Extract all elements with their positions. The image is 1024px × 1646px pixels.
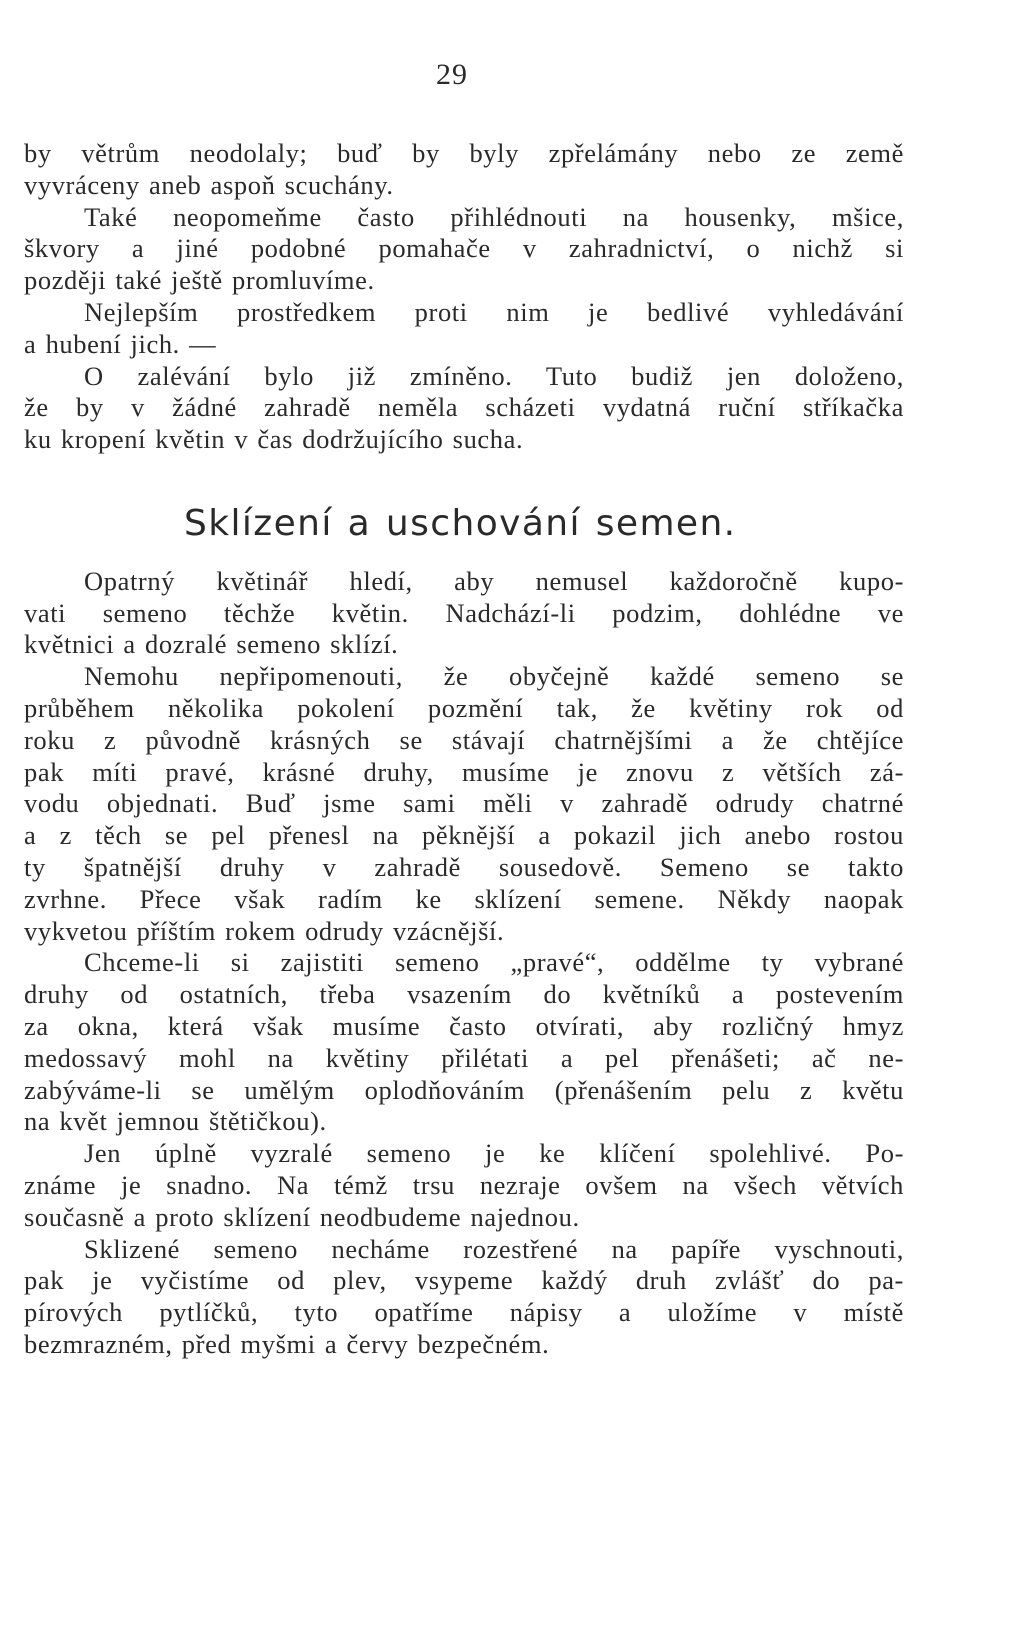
text-line: později také ještě promluvíme. (24, 265, 375, 296)
text-line: škvory a jiné podobné pomahače v zahradnictví, o nichž si (24, 233, 904, 264)
text-line: Nemohu nepřipomenouti, že obyčejně každé semeno se (84, 661, 904, 692)
text-line: Chceme-li si zajistiti semeno „pravé“, oddělme ty vybrané (84, 947, 904, 978)
text-line: zabýváme-li se umělým oplodňováním (přenášením pelu z květu (24, 1074, 904, 1105)
text-line: Opatrný květinář hledí, aby nemusel každoročně kupo- (84, 565, 904, 596)
text-line: a hubení jich. — (24, 328, 217, 359)
text-line: by větrům neodolaly; buď by byly zpřelámány nebo ze země (24, 138, 904, 168)
text-line: zvrhne. Přece však radím ke sklízení semene. Někdy naopak (24, 883, 904, 914)
page-number: 29 (436, 58, 468, 91)
text-line: na květ jemnou štětičkou). (24, 1106, 327, 1137)
text-line: známe je snadno. Na témž trsu nezraje ovšem na všech větvích (24, 1169, 904, 1200)
text-line: květnici a dozralé semeno sklízí. (24, 629, 399, 660)
text-line: Také neopomeňme často přihlédnouti na housenky, mšice, (84, 201, 904, 232)
text-line: bezmrazném, před myšmi a červy bezpečném. (24, 1328, 550, 1359)
text-line: vati semeno těchže květin. Nadchází-li podzim, dohlédne ve (24, 597, 904, 628)
text-line: O zalévání bylo již zmíněno. Tuto budiž jen doloženo, (84, 360, 904, 391)
text-line: ku kropení květin v čas dodržujícího sucha. (24, 424, 524, 455)
text-line: pak míti pravé, krásné druhy, musíme je znovu z větších zá- (24, 756, 904, 787)
text-line: medossavý mohl na květiny přilétati a pel přenášeti; ač ne- (24, 1042, 904, 1073)
text-line: a z těch se pel přenesl na pěknější a pokazil jich anebo rostou (24, 820, 904, 851)
section-heading: Sklízení a uschování semen. (184, 502, 737, 544)
text-line: pak je vyčistíme od plev, vsypeme každý druh zvlášť do pa- (24, 1265, 904, 1296)
body-text (24, 138, 904, 1361)
text-line: že by v žádné zahradě neměla scházeti vydatná ruční stříkačka (24, 392, 904, 423)
text-line: pírových pytlíčků, tyto opatříme nápisy a uložíme v místě (24, 1297, 904, 1328)
text-line: vodu objednati. Buď jsme sami měli v zahradě odrudy chatrné (24, 788, 904, 819)
text-line: druhy od ostatních, třeba vsazením do květníků a postevením (24, 979, 904, 1010)
text-line: Nejlepším prostředkem proti nim je bedlivé vyhledávání (84, 296, 904, 327)
text-line: současně a proto sklízení neodbudeme najednou. (24, 1201, 580, 1232)
text-line: průběhem několika pokolení pozmění tak, že květiny rok od (24, 692, 904, 723)
text-line: Sklizené semeno necháme rozestřené na papíře vyschnouti, (84, 1233, 904, 1264)
text-line: roku z původně krásných se stávají chatrnějšími a že chtějíce (24, 724, 904, 755)
text-line: vyvráceny aneb aspoň scuchány. (24, 169, 394, 200)
text-line: ty špatnější druhy v zahradě sousedově. Semeno se takto (24, 851, 904, 882)
text-line: za okna, která však musíme často otvírati, aby rozličný hmyz (24, 1010, 904, 1041)
text-line: Jen úplně vyzralé semeno je ke klíčení spolehlivé. Po- (84, 1138, 904, 1169)
text-line: vykvetou příštím rokem odrudy vzácnější. (24, 915, 505, 946)
